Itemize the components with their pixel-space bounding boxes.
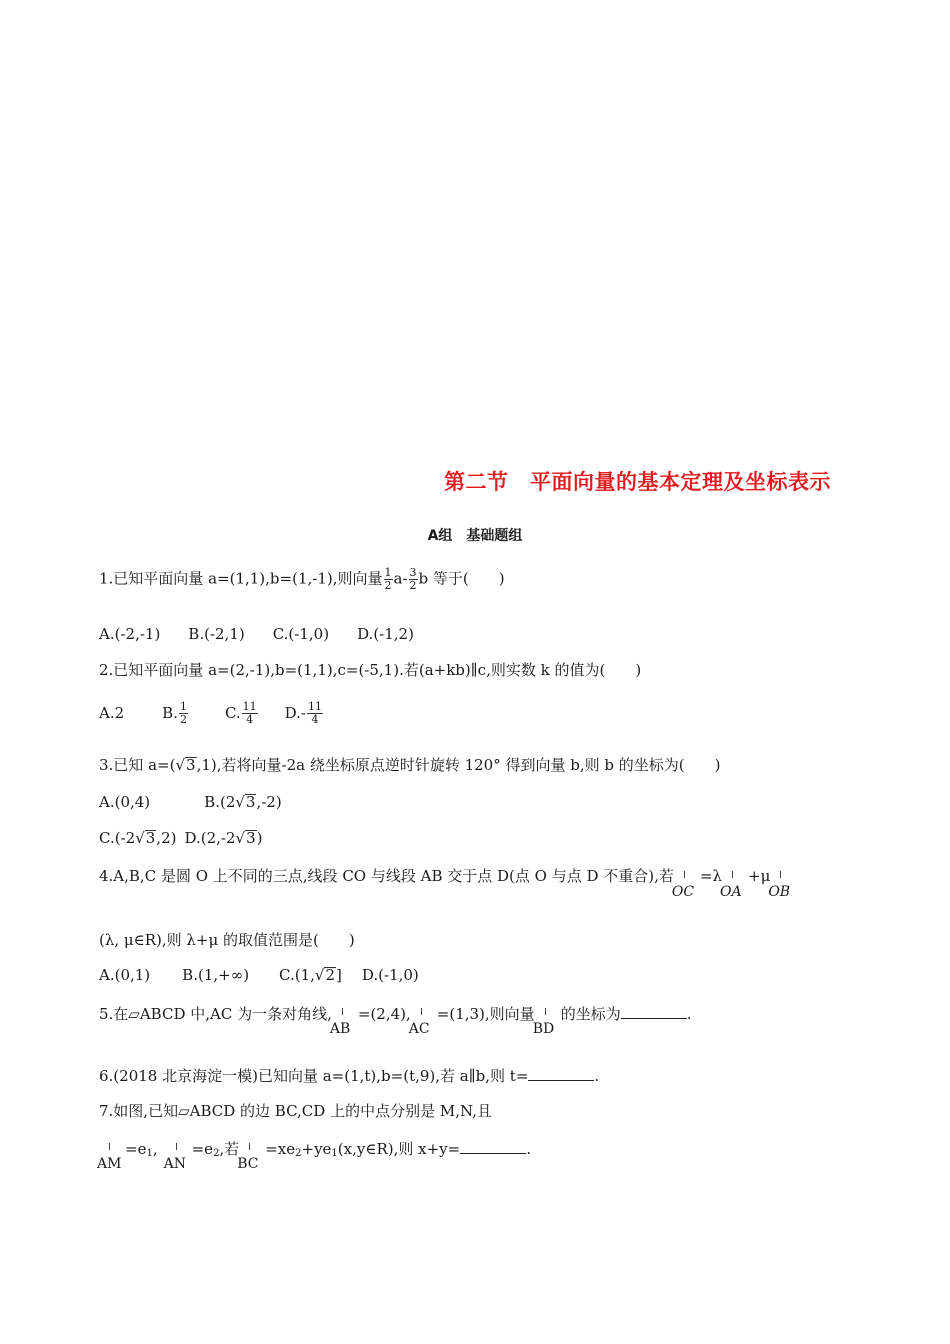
q3-option-c: C.(-2√3,2) [99, 829, 177, 847]
q4-option-d: D.(-1,0) [361, 966, 419, 984]
question-7: 7.如图,已知▱ABCD 的边 BC,CD 上的中点分别是 M,N,且 [99, 1102, 492, 1120]
vector-oc: OC [674, 867, 700, 885]
question-5: 5.在▱ABCD 中,AC 为一条对角线, AB =(2,4), AC =(1,3),则向量 BD 的坐标为 . [99, 1005, 692, 1037]
sqrt-symbol: √ [175, 756, 186, 774]
q2-option-c: C. $\frac{11}{4}$ [224, 700, 257, 726]
vector-ac: AC [411, 1004, 437, 1022]
q3-option-b: B.(2√3,-2) [204, 793, 282, 811]
group-title: A组 基础题组 [427, 528, 523, 544]
q2-option-b: B. $\frac{1}{2}$ [162, 700, 187, 726]
question-3: 3.已知 a=(√3,1),若将向量-2a 绕坐标原点逆时针旋转 120° 得到向量 b,则 b 的坐标为( ) [99, 756, 721, 774]
vector-bc: BC [239, 1139, 265, 1157]
answer-blank-q6[interactable] [528, 1066, 594, 1081]
q4-option-c: C.(1,√2] [279, 966, 342, 984]
q3-options-row1 [99, 793, 282, 811]
q1-option-a: A.(-2,-1) [99, 625, 161, 643]
fraction-half: $\frac{1}{2}$ [384, 566, 392, 592]
q4-option-a: A.(0,1) [99, 966, 151, 984]
vector-an: AN [166, 1139, 192, 1157]
question-4: 4.A,B,C 是圆 O 上不同的三点,线段 CO 与线段 AB 交于点 D(点 O 与点 D 不重合),若 OC =λ OA +μ OB [99, 867, 796, 885]
question-2: 2.已知平面向量 a=(2,-1),b=(1,1),c=(-5,1).若(a+kb)∥c,则实数 k 的值为( ) [99, 661, 642, 679]
q3-option-a: A.(0,4) [99, 793, 151, 811]
question-1 [99, 567, 505, 592]
q1-options [99, 625, 414, 643]
q4-line2: (λ, μ∈R),则 λ+μ 的取值范围是( ) [99, 931, 355, 949]
q7-line2: AM $=e_1$, AN $=e_2$,若 BC $=xe_2+ye_1(x,y\in R)$,则 x+y= . [97, 1140, 531, 1172]
vector-am: AM [99, 1139, 125, 1157]
q1-text-after: b 等于( ) [418, 569, 505, 588]
vector-ob: OB [770, 867, 796, 885]
answer-blank-q7[interactable] [460, 1139, 526, 1154]
q1-option-c: C.(-1,0) [272, 625, 330, 643]
fraction-three-halves: $\frac{3}{2}$ [409, 566, 417, 592]
q3-options-row2 [99, 829, 262, 847]
q1-option-b: B.(-2,1) [188, 625, 245, 643]
q2-option-d: D.- $\frac{11}{4}$ [284, 700, 322, 726]
q2-options [99, 701, 324, 726]
q3-option-d: D.(2,-2√3) [184, 829, 263, 847]
vector-oa: OA [722, 867, 748, 885]
question-6: 6.(2018 北京海淀一模)已知向量 a=(1,t),b=(t,9),若 a∥b,则 t= . [99, 1067, 600, 1085]
vector-bd: BD [535, 1004, 561, 1022]
answer-blank-q5[interactable] [621, 1004, 687, 1019]
q1-text-mid: a- [393, 569, 408, 588]
section-title: 第二节 平面向量的基本定理及坐标表示 [444, 470, 831, 494]
q1-option-d: D.(-1,2) [357, 625, 414, 643]
q4-options [99, 966, 419, 984]
q4-option-b: B.(1,+∞) [182, 966, 250, 984]
q2-option-a: A.2 [99, 703, 125, 722]
vector-ab: AB [332, 1004, 358, 1022]
q1-text-before: 1.已知平面向量 a=(1,1),b=(1,-1),则向量 [99, 569, 383, 588]
